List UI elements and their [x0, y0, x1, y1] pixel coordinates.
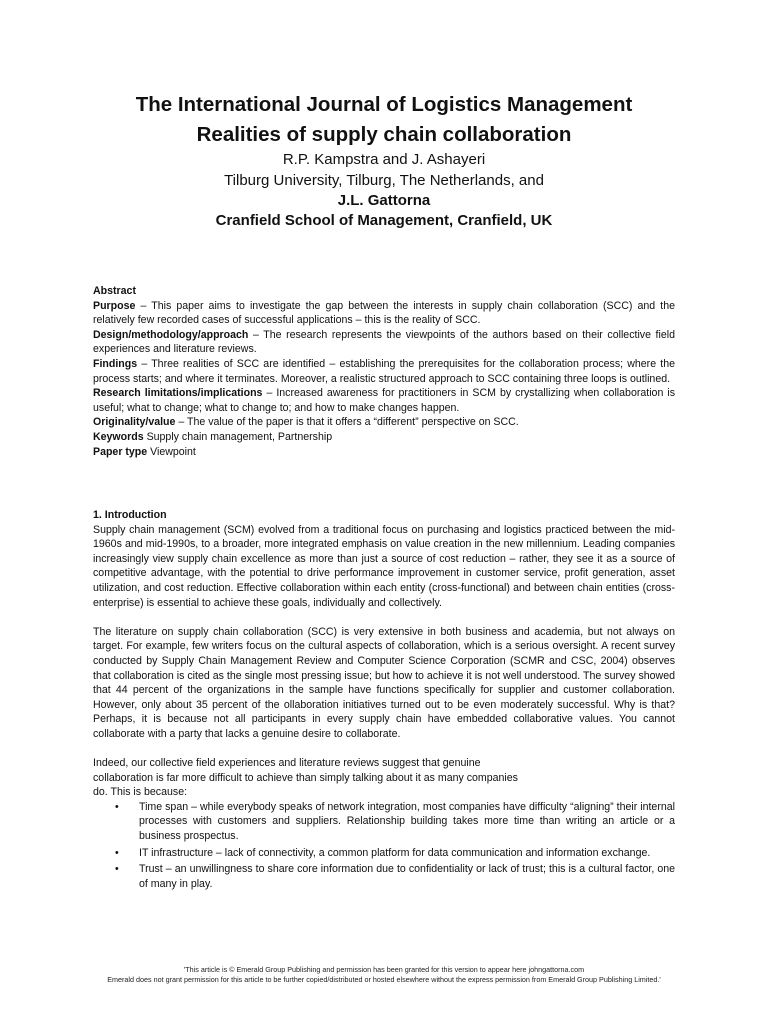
abstract-findings — [93, 357, 675, 386]
abstract-originality — [93, 415, 675, 430]
paper-type-label: Paper type — [93, 445, 148, 458]
findings-label: Findings — [93, 357, 138, 370]
affiliation-line-2: Cranfield School of Management, Cranfield, UK — [215, 212, 553, 229]
intro-paragraph-3: Indeed, our collective field experiences and literature reviews suggest that genuine collaboration is far more difficult to achieve than simply talking about it as many companies do. This is because: — [93, 757, 518, 799]
research-text: – Increased awareness for practitioners in SCM by crystallizing when collaboration is useful; what to change; what to change to; and how to make changes happen. — [93, 387, 675, 414]
abstract-research — [93, 386, 675, 415]
list-item — [93, 862, 675, 891]
originality-text: – The value of the paper is that it offers a “different” perspective on SCC. — [175, 416, 519, 429]
purpose-text: – This paper aims to investigate the gap between the interests in supply chain collaboration (SCC) and the relatively few recorded cases of successful applications – this is the reality of SCC. — [93, 299, 675, 327]
authors-line-1: R.P. Kampstra and J. Ashayeri — [282, 151, 486, 168]
challenge-list — [93, 800, 675, 892]
footer-line-1: 'This article is © Emerald Group Publishing and permission has been granted for this version to appear here johngattorna.com — [183, 965, 585, 974]
bullet-icon: • — [115, 846, 119, 859]
design-label: Design/methodology/approach — [93, 328, 249, 341]
abstract-design — [93, 328, 675, 357]
keywords-label: Keywords — [93, 430, 144, 443]
journal-title: The International Journal of Logistics Management — [135, 93, 633, 116]
bullet-icon: • — [115, 863, 119, 876]
introduction-section — [93, 508, 675, 893]
list-item-text: Time span – while everybody speaks of network integration, most companies have difficulty “aligning” their internal processes with customers and suppliers. Relationship building takes more time than writing an article or a business prospectus. — [139, 800, 675, 843]
article-title: Realities of supply chain collaboration — [196, 123, 572, 146]
copyright-footer — [70, 965, 698, 985]
abstract-heading: Abstract — [93, 285, 136, 297]
originality-label: Originality/value — [93, 416, 176, 429]
affiliation-line-1: Tilburg University, Tilburg, The Netherlands, and — [224, 172, 544, 189]
intro-paragraph-1: Supply chain management (SCM) evolved from a traditional focus on purchasing and logistics practiced between the mid-1960s and mid-1990s, to a broader, more integrated emphasis on value creation in the new millennium. Leading companies increasingly view supply chain excellence as more than just a source of cost reduction – rather, they see it as a source of competitive advantage, with the potential to drive performance improvement in customer service, profit generation, asset utilization, and cost reduction. Effective collaboration within each entity (cross-functional) and between chain entities (cross-enterprise) is essential to achieve these goals, individually and collectively. — [93, 523, 675, 609]
introduction-heading: 1. Introduction — [93, 509, 167, 521]
paper-type-text: Viewpoint — [147, 445, 196, 458]
list-item-text: IT infrastructure – lack of connectivity, a common platform for data communication and information exchange. — [139, 846, 651, 859]
keywords-text: Supply chain management, Partnership — [143, 430, 333, 443]
abstract-paper-type — [93, 445, 675, 460]
abstract-section — [93, 284, 675, 459]
design-text: – The research represents the viewpoints of the authors based on their collective field experiences and literature reviews. — [93, 328, 675, 356]
abstract-keywords — [93, 430, 675, 445]
abstract-purpose — [93, 299, 675, 328]
list-item — [93, 846, 675, 861]
bullet-icon: • — [115, 800, 119, 813]
footer-line-2: Emerald does not grant permission for this article to be further copied/distributed or hosted elsewhere without the express permission from Emerald Group Publishing Limited.' — [107, 975, 661, 984]
research-label: Research limitations/implications — [93, 387, 263, 400]
authors-line-2: J.L. Gattorna — [337, 192, 431, 209]
purpose-label: Purpose — [93, 299, 136, 312]
intro-paragraph-2: The literature on supply chain collaboration (SCC) is very extensive in both business and academia, but not always on target. For example, few writers focus on the cultural aspects of collaboration, which is a serious oversight. A recent survey conducted by Supply Chain Management Review and Computer Science Corporation (SCMR and CSC, 2004) observes that collaboration is cited as the single most pressing issue; but how to achieve it is not well understood. The survey showed that 44 percent of the organizations in the sample have functions specifically for supplier and customer collaboration. However, only about 35 percent of the ollaboration initiatives turned out to be even moderately successful. Why is that? Perhaps, it is because not all participants in every supply chain have embedded collaborative values. You cannot collaborate with a party that lacks a genuine desire to collaborate. — [93, 625, 675, 740]
list-item — [93, 800, 675, 844]
list-item-text: Trust – an unwillingness to share core information due to confidentiality or lack of trust; this is a cultural factor, one of many in play. — [139, 863, 675, 890]
findings-text: – Three realities of SCC are identified – establishing the prerequisites for the collaboration process; where the process starts; and where it terminates. Moreover, a realistic structured approach to SCC containing three loops is outlined. — [93, 357, 675, 385]
